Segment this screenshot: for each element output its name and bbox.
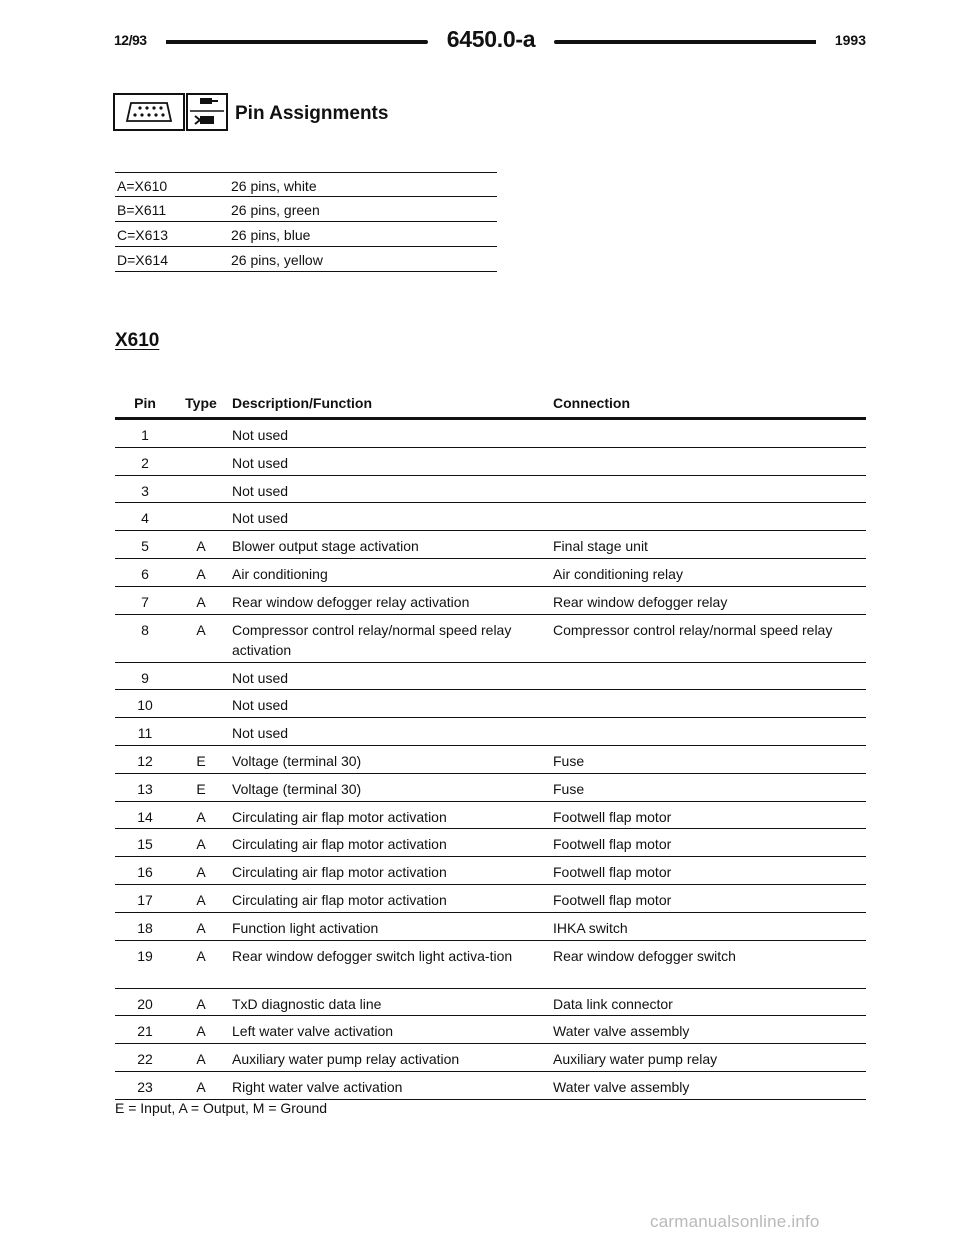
header-pin: Pin xyxy=(134,395,156,411)
pin-number: 1 xyxy=(141,427,149,443)
pin-description: Circulating air flap motor activation xyxy=(232,864,447,881)
table-row xyxy=(115,718,866,746)
connector-row xyxy=(115,222,497,247)
pin-description: Left water valve activation xyxy=(232,1023,394,1040)
pin-number: 21 xyxy=(137,1023,153,1040)
table-row xyxy=(115,690,866,718)
pin-description: Voltage (terminal 30) xyxy=(232,752,362,769)
pin-number: 14 xyxy=(137,808,153,825)
pin-type: E xyxy=(196,780,206,797)
connector-description: 26 pins, blue xyxy=(231,227,311,243)
pin-type: A xyxy=(196,919,206,936)
legend-footnote: E = Input, A = Output, M = Ground xyxy=(115,1100,328,1116)
pin-number: 18 xyxy=(137,919,153,936)
pin-description: Not used xyxy=(232,482,289,499)
pin-number: 13 xyxy=(137,780,153,797)
connector-row xyxy=(115,172,497,197)
connector-id: A=X610 xyxy=(117,178,168,194)
pin-type: A xyxy=(196,593,206,610)
pin-description: Circulating air flap motor activation xyxy=(232,836,447,853)
table-row xyxy=(115,885,866,913)
document-number: 6450.0-a xyxy=(446,26,536,52)
pin-number: 8 xyxy=(141,621,149,638)
pin-number: 6 xyxy=(141,565,149,582)
pin-type: A xyxy=(196,808,206,825)
pin-connection: Final stage unit xyxy=(553,538,648,555)
header-type: Type xyxy=(185,395,217,411)
pin-assignment-table xyxy=(115,390,866,1100)
pin-connection: Footwell flap motor xyxy=(553,836,672,853)
table-row xyxy=(115,663,866,691)
pin-description: Voltage (terminal 30) xyxy=(232,780,362,797)
pin-type: A xyxy=(196,621,206,638)
header-rule-right xyxy=(554,40,816,44)
pin-type: A xyxy=(196,995,206,1012)
table-row xyxy=(115,559,866,587)
pin-connection: IHKA switch xyxy=(553,919,628,936)
pin-type: E xyxy=(196,752,206,769)
table-row xyxy=(115,587,866,615)
pin-connection: Water valve assembly xyxy=(553,1023,690,1040)
pin-description: Function light activation xyxy=(232,919,379,936)
pin-type: A xyxy=(196,947,206,964)
table-row xyxy=(115,746,866,774)
table-row xyxy=(115,448,866,476)
pin-connection: Compressor control relay/normal speed relay xyxy=(553,621,833,638)
pin-description: Not used xyxy=(232,454,289,471)
pin-description: Not used xyxy=(232,427,289,443)
pin-connection: Footwell flap motor xyxy=(553,891,672,908)
header-connection: Connection xyxy=(553,395,630,411)
pin-number: 7 xyxy=(141,593,149,610)
connector-row xyxy=(115,197,497,222)
table-body xyxy=(115,420,866,1100)
connector-description: 26 pins, yellow xyxy=(231,252,323,268)
connector-table xyxy=(115,172,497,272)
pin-connection: Water valve assembly xyxy=(553,1078,690,1095)
plug-icon xyxy=(186,93,228,131)
connector-id: D=X614 xyxy=(117,252,168,268)
table-row xyxy=(115,857,866,885)
pin-connection: Auxiliary water pump relay xyxy=(553,1051,718,1068)
watermark: carmanualsonline.info xyxy=(650,1212,820,1231)
table-row xyxy=(115,989,866,1017)
page-header xyxy=(114,26,866,58)
table-row xyxy=(115,802,866,830)
pin-type: A xyxy=(196,864,206,881)
pin-number: 23 xyxy=(137,1078,153,1095)
pin-number: 11 xyxy=(137,725,153,742)
pin-description: Right water valve activation xyxy=(232,1078,403,1095)
connector-id: C=X613 xyxy=(117,227,168,243)
pin-description: Air conditioning xyxy=(232,565,328,582)
table-row xyxy=(115,913,866,941)
table-row xyxy=(115,941,866,989)
pin-connection: Fuse xyxy=(553,780,585,797)
pin-connection: Footwell flap motor xyxy=(553,808,672,825)
pin-number: 17 xyxy=(137,891,153,908)
pin-description: Rear window defogger switch light activa-tion xyxy=(232,947,513,964)
pin-type: A xyxy=(196,1078,206,1095)
pin-number: 5 xyxy=(141,538,149,555)
table-row xyxy=(115,503,866,531)
connector-id: B=X611 xyxy=(117,202,167,218)
pin-type: A xyxy=(196,1051,206,1068)
pin-number: 20 xyxy=(137,995,153,1012)
pin-connection: Fuse xyxy=(553,752,585,769)
pin-description: Circulating air flap motor activation xyxy=(232,891,447,908)
pin-number: 10 xyxy=(137,697,153,714)
pin-type: A xyxy=(196,891,206,908)
pin-type: A xyxy=(196,538,206,555)
connector-row xyxy=(115,247,497,272)
pin-number: 22 xyxy=(137,1051,153,1068)
table-row xyxy=(115,531,866,559)
connector-icon xyxy=(113,93,185,131)
table-row xyxy=(115,615,866,663)
pin-description: Not used xyxy=(232,510,289,527)
pin-number: 2 xyxy=(141,454,149,471)
connector-description: 26 pins, white xyxy=(231,178,317,194)
pin-number: 15 xyxy=(137,836,153,853)
pin-description: Compressor control relay/normal speed relay activation xyxy=(232,621,512,658)
table-row xyxy=(115,829,866,857)
pin-description: Blower output stage activation xyxy=(232,538,419,555)
pin-type: A xyxy=(196,565,206,582)
header-year: 1993 xyxy=(834,32,866,48)
header-date: 12/93 xyxy=(114,32,147,48)
page-title: Pin Assignments xyxy=(235,103,389,124)
pin-number: 3 xyxy=(141,482,149,499)
pin-number: 4 xyxy=(141,510,149,527)
table-row xyxy=(115,420,866,448)
header-rule-left xyxy=(166,40,428,44)
pin-number: 16 xyxy=(137,864,153,881)
pin-description: Not used xyxy=(232,697,289,714)
table-row xyxy=(115,476,866,504)
pin-connection: Rear window defogger relay xyxy=(553,593,728,610)
pin-number: 12 xyxy=(137,752,153,769)
pin-description: Rear window defogger relay activation xyxy=(232,593,470,610)
pin-type: A xyxy=(196,836,206,853)
pin-description: Not used xyxy=(232,725,289,742)
table-row xyxy=(115,774,866,802)
pin-connection: Air conditioning relay xyxy=(553,565,683,582)
pin-description: TxD diagnostic data line xyxy=(232,995,382,1012)
connector-description: 26 pins, green xyxy=(231,202,320,218)
table-row xyxy=(115,1016,866,1044)
pin-number: 19 xyxy=(137,947,153,964)
pin-number: 9 xyxy=(141,669,149,686)
pin-description: Circulating air flap motor activation xyxy=(232,808,447,825)
table-row xyxy=(115,1072,866,1100)
pin-type: A xyxy=(196,1023,206,1040)
section-title: X610 xyxy=(115,330,160,351)
pin-description: Auxiliary water pump relay activation xyxy=(232,1051,460,1068)
pin-connection: Rear window defogger switch xyxy=(553,947,736,964)
table-row xyxy=(115,1044,866,1072)
pin-description: Not used xyxy=(232,669,289,686)
table-header xyxy=(115,390,866,420)
pin-connection: Footwell flap motor xyxy=(553,864,672,881)
header-description: Description/Function xyxy=(232,395,372,411)
pin-connection: Data link connector xyxy=(553,995,673,1012)
